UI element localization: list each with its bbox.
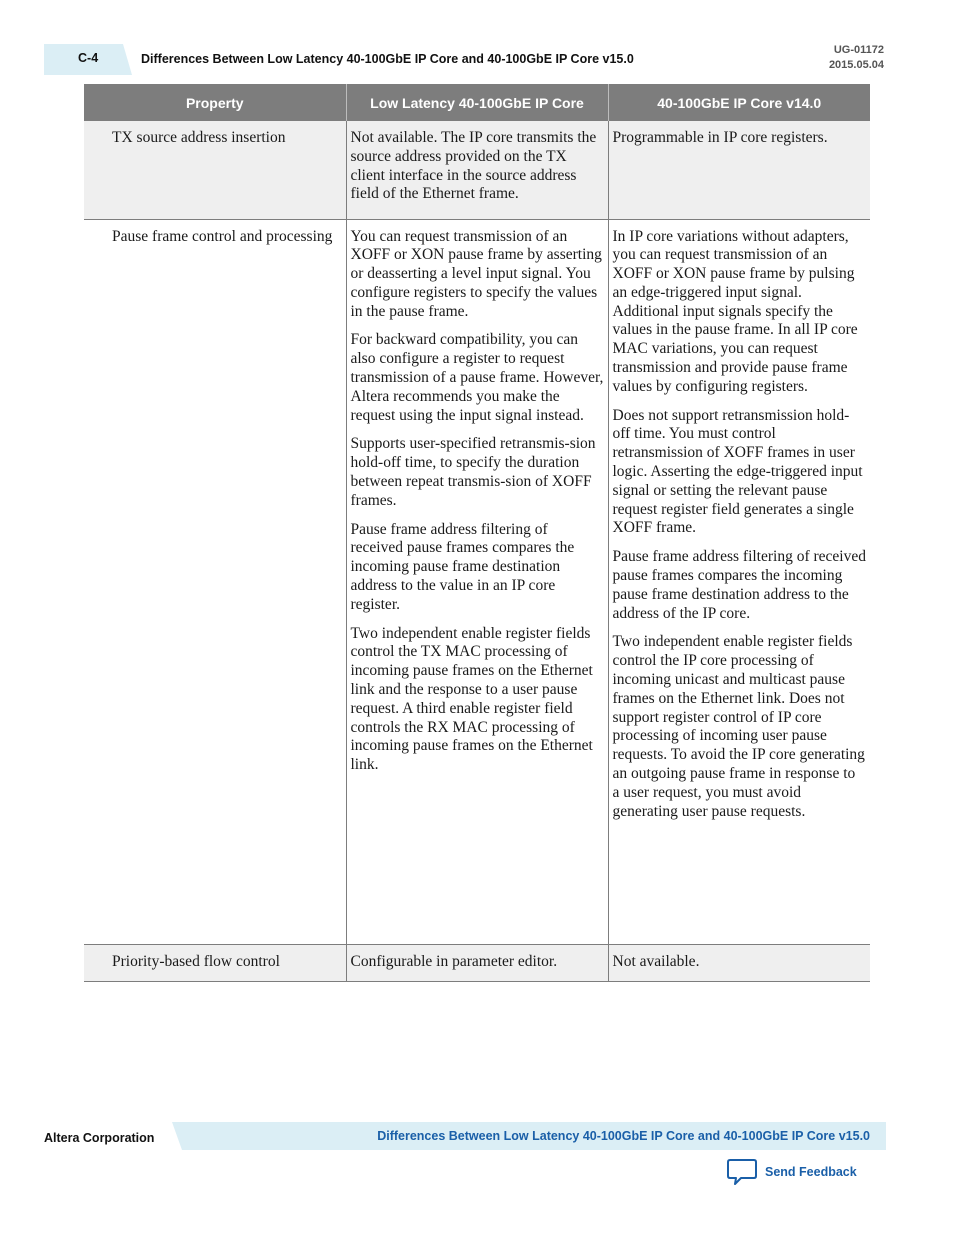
low-latency-cell [346,944,608,982]
document-id: UG-01172 [833,44,884,56]
property-cell: Priority-based flow control [84,944,346,982]
v14-cell [608,121,870,219]
cell-paragraph: Pause frame address filtering of received pause frames compares the incoming pause frame destination address to the address of the IP core. [612,548,866,622]
cell-paragraph: Supports user-specified retransmis-sion hold-off time, to specify the duration between repeat transmis-sion of XOFF frames. [350,435,596,509]
cell-paragraph: Two independent enable register fields control the IP core processing of incoming unicast and multicast pause frames on the Ethernet link. Does not support register control of IP core processing of incoming user pause requests. To avoid the IP core generating an outgoing pause frame in response to a user request, you must avoid generating user pause requests. [612,633,865,820]
document-date: 2015.05.04 [828,59,884,71]
cell-paragraph: Programmable in IP core registers. [612,129,828,146]
cell-paragraph: For backward compatibility, you can also configure a register to request transmission of a pause frame. However, Altera recommends you make the request using the input signal instead. [350,331,604,424]
send-feedback-label: Send Feedback [765,1165,857,1179]
cell-paragraph: Not available. [612,952,700,970]
low-latency-cell [346,121,608,219]
page-number: C-4 [78,51,99,65]
send-feedback-link[interactable] [727,1158,857,1186]
comparison-table [84,84,870,982]
cell-paragraph: Does not support retransmission hold-off time. You must control retransmission of XOFF frames in user logic. Asserting the edge-triggered input signal or setting the relevant pause request register field generates a single XOFF frame. [612,406,863,537]
cell-paragraph: Not available. The IP core transmits the source address provided on the TX client interface in the source address field of the Ethernet frame. [350,129,597,203]
v14-cell [608,944,870,982]
cell-paragraph: Pause frame address filtering of received pause frames compares the incoming pause frame destination address to the value in an IP core register. [350,520,575,613]
speech-bubble-icon [727,1158,757,1186]
column-header-property: Property [84,84,346,121]
table-row [84,219,870,944]
cell-paragraph: Configurable in parameter editor. [350,952,558,970]
property-cell: Pause frame control and processing [84,219,346,944]
column-header-v14: 40-100GbE IP Core v14.0 [608,84,870,121]
footer-title-link[interactable]: Differences Between Low Latency 40-100GbE IP Core and 40-100GbE IP Core v15.0 [377,1129,870,1143]
table-row [84,121,870,219]
document-id-block [829,43,884,73]
footer-company: Altera Corporation [44,1131,155,1145]
low-latency-cell [346,219,608,944]
cell-paragraph: You can request transmission of an XOFF or XON pause frame by asserting or deasserting a level input signal. You configure registers to specify the values in the pause frame. [350,227,602,320]
table-row [84,944,870,982]
cell-paragraph: Two independent enable register fields control the TX MAC processing of incoming pause frames on the Ethernet link and the response to a user pause request. A third enable register field controls the RX MAC processing of incoming pause frames on the Ethernet link. [350,624,593,774]
table-header-row [84,84,870,121]
header-title: Differences Between Low Latency 40-100GbE IP Core and 40-100GbE IP Core v15.0 [141,52,634,66]
property-cell: TX source address insertion [84,121,346,219]
column-header-low-latency: Low Latency 40-100GbE IP Core [346,84,608,121]
v14-cell [608,219,870,944]
cell-paragraph: In IP core variations without adapters, you can request transmission of an XOFF or XON pause frame by pulsing an edge-triggered input signal. Additional input signals specify the values in the pause frame. In all IP core MAC variations, you can request transmission and provide pause frame values by configuring registers. [612,227,858,395]
